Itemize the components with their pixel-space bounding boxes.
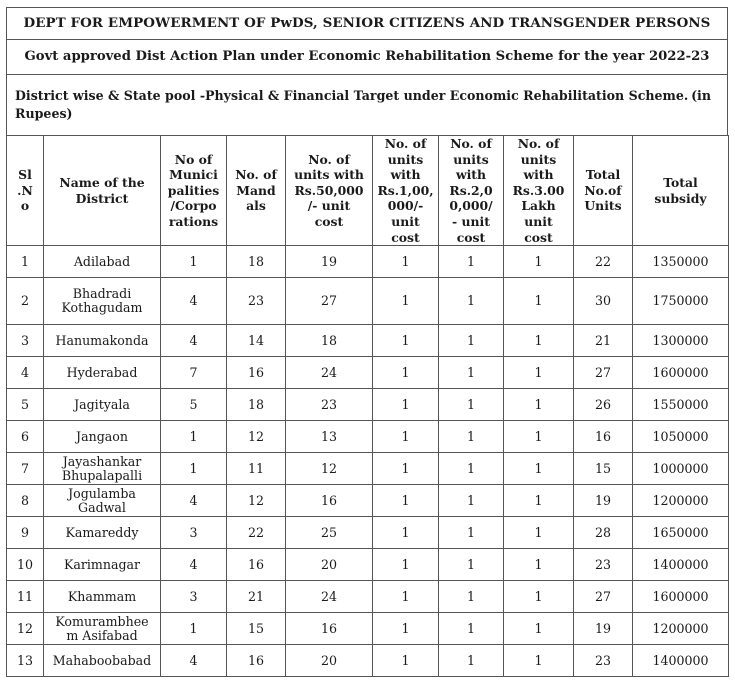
cell-total-units: 26 <box>574 389 633 421</box>
cell-units-200000: 1 <box>439 613 504 645</box>
cell-units-300000: 1 <box>504 421 574 453</box>
table-row <box>7 453 729 485</box>
cell-units-300000: 1 <box>504 246 574 278</box>
cell-units-200000: 1 <box>439 421 504 453</box>
cell-mandals: 12 <box>227 485 286 517</box>
cell-mandals: 18 <box>227 389 286 421</box>
cell-units-50000: 25 <box>286 517 373 549</box>
cell-mandals: 21 <box>227 581 286 613</box>
cell-units-50000: 12 <box>286 453 373 485</box>
district-line: Jayashankar <box>62 453 142 469</box>
district-line: Hanumakonda <box>55 332 149 348</box>
table-caption <box>6 75 728 135</box>
cell-total-subsidy: 1750000 <box>633 278 729 325</box>
cell-units-50000: 20 <box>286 645 373 677</box>
header-line: No. of <box>235 167 277 183</box>
cell-total-units: 19 <box>574 613 633 645</box>
header-line: Units <box>584 198 622 214</box>
cell-units-200000: 1 <box>439 325 504 357</box>
header-line: Mand <box>236 182 276 198</box>
cell-district-name <box>44 453 161 485</box>
cell-units-50000: 18 <box>286 325 373 357</box>
header-line: units with <box>294 167 364 183</box>
cell-sl-no: 10 <box>7 549 44 581</box>
header-line: cost <box>456 229 486 245</box>
header-line: palities <box>167 182 220 198</box>
header-line: Rs.50,000 <box>294 182 364 198</box>
caption-text: District wise & State pool -Physical & Financial Target under Economic Rehabilitation Scheme. <box>15 88 689 103</box>
header-line: No.of <box>584 182 622 198</box>
cell-total-units: 27 <box>574 581 633 613</box>
cell-municipalities: 1 <box>161 613 227 645</box>
cell-mandals: 16 <box>227 549 286 581</box>
header-line: No. of <box>517 136 560 151</box>
cell-units-200000: 1 <box>439 517 504 549</box>
cell-mandals: 12 <box>227 421 286 453</box>
cell-sl-no: 1 <box>7 246 44 278</box>
header-line: cost <box>391 229 420 245</box>
cell-total-units: 30 <box>574 278 633 325</box>
table-row <box>7 357 729 389</box>
cell-units-200000: 1 <box>439 246 504 278</box>
district-line: Karimnagar <box>63 556 141 572</box>
header-units-50000 <box>286 136 373 246</box>
header-line: with <box>455 167 487 183</box>
cell-units-100000: 1 <box>373 246 439 278</box>
district-line: m Asifabad <box>66 627 138 643</box>
cell-municipalities: 3 <box>161 581 227 613</box>
cell-units-100000: 1 <box>373 613 439 645</box>
header-line: units <box>520 151 557 167</box>
cell-sl-no: 8 <box>7 485 44 517</box>
cell-total-subsidy: 1400000 <box>633 645 729 677</box>
header-line: cost <box>524 229 553 245</box>
cell-district-name <box>44 246 161 278</box>
cell-units-200000: 1 <box>439 581 504 613</box>
cell-units-100000: 1 <box>373 278 439 325</box>
plan-title: Govt approved Dist Action Plan under Economic Rehabilitation Scheme for the year 2022-23 <box>6 40 728 75</box>
cell-units-300000: 1 <box>504 581 574 613</box>
header-line: Rs.1,00, <box>377 182 434 198</box>
cell-municipalities: 7 <box>161 357 227 389</box>
cell-total-subsidy: 1000000 <box>633 453 729 485</box>
district-line: Bhupalapalli <box>61 467 143 483</box>
cell-district-name <box>44 357 161 389</box>
district-line: Jangaon <box>76 428 128 444</box>
cell-municipalities: 1 <box>161 453 227 485</box>
cell-units-300000: 1 <box>504 613 574 645</box>
cell-sl-no: 6 <box>7 421 44 453</box>
cell-units-50000: 23 <box>286 389 373 421</box>
header-municipalities <box>161 136 227 246</box>
table-row <box>7 421 729 453</box>
cell-units-50000: 16 <box>286 485 373 517</box>
cell-units-100000: 1 <box>373 549 439 581</box>
cell-sl-no: 13 <box>7 645 44 677</box>
table-row <box>7 485 729 517</box>
cell-total-subsidy: 1550000 <box>633 389 729 421</box>
district-line: Gadwal <box>78 499 126 515</box>
cell-mandals: 16 <box>227 357 286 389</box>
header-units-300000 <box>504 136 574 246</box>
table-row <box>7 517 729 549</box>
cell-units-50000: 13 <box>286 421 373 453</box>
header-line: units <box>387 151 424 167</box>
header-line: Name of the <box>59 174 145 190</box>
cell-municipalities: 4 <box>161 325 227 357</box>
header-line: District <box>75 190 129 206</box>
table-row <box>7 613 729 645</box>
cell-units-300000: 1 <box>504 453 574 485</box>
header-line: with <box>390 167 421 183</box>
header-line: Lakh <box>521 198 556 214</box>
unit-note: (in <box>691 88 711 103</box>
department-title: DEPT FOR EMPOWERMENT OF PwDS, SENIOR CITIZENS AND TRANSGENDER PERSONS <box>6 7 728 40</box>
cell-total-subsidy: 1200000 <box>633 613 729 645</box>
header-line: Total <box>663 174 698 190</box>
header-line: als <box>246 198 266 214</box>
cell-mandals: 22 <box>227 517 286 549</box>
cell-mandals: 14 <box>227 325 286 357</box>
cell-municipalities: 4 <box>161 485 227 517</box>
cell-sl-no: 7 <box>7 453 44 485</box>
header-district-name <box>44 136 161 246</box>
cell-units-300000: 1 <box>504 325 574 357</box>
header-line: 000/- <box>387 198 424 214</box>
cell-total-units: 23 <box>574 645 633 677</box>
cell-district-name <box>44 325 161 357</box>
cell-total-subsidy: 1200000 <box>633 485 729 517</box>
cell-district-name <box>44 645 161 677</box>
table-row <box>7 325 729 357</box>
table-header-row <box>7 136 729 246</box>
district-line: Adilabad <box>73 253 131 269</box>
table-row <box>7 549 729 581</box>
cell-total-subsidy: 1650000 <box>633 517 729 549</box>
header-line: No of <box>174 151 213 167</box>
cell-sl-no: 9 <box>7 517 44 549</box>
cell-units-200000: 1 <box>439 357 504 389</box>
header-line: unit <box>524 213 553 229</box>
cell-district-name <box>44 421 161 453</box>
cell-total-units: 28 <box>574 517 633 549</box>
header-line: /Corpo <box>170 198 217 214</box>
header-line: Rs.2,0 <box>449 182 493 198</box>
cell-sl-no: 2 <box>7 278 44 325</box>
cell-sl-no: 3 <box>7 325 44 357</box>
cell-units-50000: 16 <box>286 613 373 645</box>
cell-district-name <box>44 613 161 645</box>
cell-units-300000: 1 <box>504 278 574 325</box>
header-line: No. of <box>308 151 350 167</box>
district-line: Jagityala <box>74 396 130 412</box>
cell-total-subsidy: 1600000 <box>633 581 729 613</box>
district-line: Jogulamba <box>68 485 136 501</box>
cell-units-100000: 1 <box>373 453 439 485</box>
cell-units-200000: 1 <box>439 389 504 421</box>
header-line: units <box>453 151 489 167</box>
cell-district-name <box>44 278 161 325</box>
cell-units-200000: 1 <box>439 278 504 325</box>
table-row <box>7 645 729 677</box>
cell-units-100000: 1 <box>373 581 439 613</box>
table-body <box>7 246 729 677</box>
cell-total-units: 23 <box>574 549 633 581</box>
cell-municipalities: 5 <box>161 389 227 421</box>
header-line: Rs.3.00 <box>512 182 565 198</box>
cell-total-subsidy: 1050000 <box>633 421 729 453</box>
cell-units-200000: 1 <box>439 485 504 517</box>
header-line: 0,000/ <box>449 198 493 214</box>
cell-municipalities: 4 <box>161 278 227 325</box>
header-line: /- unit <box>307 198 351 214</box>
header-mandals <box>227 136 286 246</box>
unit-note-cont: Rupees) <box>15 106 73 121</box>
cell-mandals: 16 <box>227 645 286 677</box>
cell-total-units: 16 <box>574 421 633 453</box>
cell-units-200000: 1 <box>439 645 504 677</box>
district-line: Khammam <box>67 588 137 604</box>
cell-district-name <box>44 549 161 581</box>
cell-units-300000: 1 <box>504 389 574 421</box>
cell-total-units: 21 <box>574 325 633 357</box>
cell-municipalities: 1 <box>161 246 227 278</box>
cell-district-name <box>44 581 161 613</box>
district-line: Kamareddy <box>65 524 139 540</box>
header-line: .N <box>17 182 33 198</box>
header-line: Munici <box>169 167 218 183</box>
cell-municipalities: 4 <box>161 645 227 677</box>
cell-sl-no: 5 <box>7 389 44 421</box>
cell-mandals: 18 <box>227 246 286 278</box>
cell-units-50000: 19 <box>286 246 373 278</box>
cell-district-name <box>44 517 161 549</box>
header-line: Total <box>585 167 621 183</box>
cell-total-subsidy: 1350000 <box>633 246 729 278</box>
target-table <box>6 135 729 677</box>
cell-units-50000: 20 <box>286 549 373 581</box>
cell-municipalities: 1 <box>161 421 227 453</box>
header-line: cost <box>314 213 344 229</box>
cell-mandals: 23 <box>227 278 286 325</box>
cell-total-subsidy: 1600000 <box>633 357 729 389</box>
cell-total-subsidy: 1300000 <box>633 325 729 357</box>
header-line: No. of <box>450 136 492 151</box>
district-line: Mahaboobabad <box>52 652 152 668</box>
cell-units-100000: 1 <box>373 357 439 389</box>
cell-units-300000: 1 <box>504 645 574 677</box>
table-row <box>7 246 729 278</box>
district-line: Bhadradi <box>72 286 132 302</box>
table-row <box>7 278 729 325</box>
header-line: No. of <box>384 136 427 151</box>
cell-sl-no: 11 <box>7 581 44 613</box>
cell-municipalities: 3 <box>161 517 227 549</box>
cell-units-50000: 24 <box>286 581 373 613</box>
cell-mandals: 15 <box>227 613 286 645</box>
header-line: o <box>20 198 30 214</box>
cell-total-units: 19 <box>574 485 633 517</box>
cell-district-name <box>44 485 161 517</box>
cell-district-name <box>44 389 161 421</box>
cell-municipalities: 4 <box>161 549 227 581</box>
cell-total-units: 27 <box>574 357 633 389</box>
cell-units-300000: 1 <box>504 549 574 581</box>
header-units-100000 <box>373 136 439 246</box>
cell-units-100000: 1 <box>373 389 439 421</box>
header-line: subsidy <box>654 190 707 206</box>
cell-sl-no: 12 <box>7 613 44 645</box>
cell-sl-no: 4 <box>7 357 44 389</box>
header-units-200000 <box>439 136 504 246</box>
cell-units-50000: 27 <box>286 278 373 325</box>
cell-units-200000: 1 <box>439 453 504 485</box>
cell-total-units: 15 <box>574 453 633 485</box>
cell-units-100000: 1 <box>373 645 439 677</box>
district-line: Kothagudam <box>61 300 143 316</box>
header-line: - unit <box>452 213 490 229</box>
header-line: rations <box>168 213 219 229</box>
cell-total-subsidy: 1400000 <box>633 549 729 581</box>
cell-units-200000: 1 <box>439 549 504 581</box>
cell-mandals: 11 <box>227 453 286 485</box>
header-total-subsidy <box>633 136 729 246</box>
header-line: unit <box>391 213 420 229</box>
cell-units-300000: 1 <box>504 517 574 549</box>
cell-units-100000: 1 <box>373 421 439 453</box>
district-line: Hyderabad <box>66 364 138 380</box>
table-row <box>7 389 729 421</box>
cell-total-units: 22 <box>574 246 633 278</box>
header-total-units <box>574 136 633 246</box>
cell-units-100000: 1 <box>373 325 439 357</box>
header-sl-no <box>7 136 44 246</box>
cell-units-300000: 1 <box>504 485 574 517</box>
table-row <box>7 581 729 613</box>
cell-units-100000: 1 <box>373 485 439 517</box>
cell-units-100000: 1 <box>373 517 439 549</box>
cell-units-300000: 1 <box>504 357 574 389</box>
cell-units-50000: 24 <box>286 357 373 389</box>
district-line: Komurambhee <box>55 613 149 629</box>
header-line: Sl <box>18 167 32 183</box>
header-line: with <box>523 167 554 183</box>
